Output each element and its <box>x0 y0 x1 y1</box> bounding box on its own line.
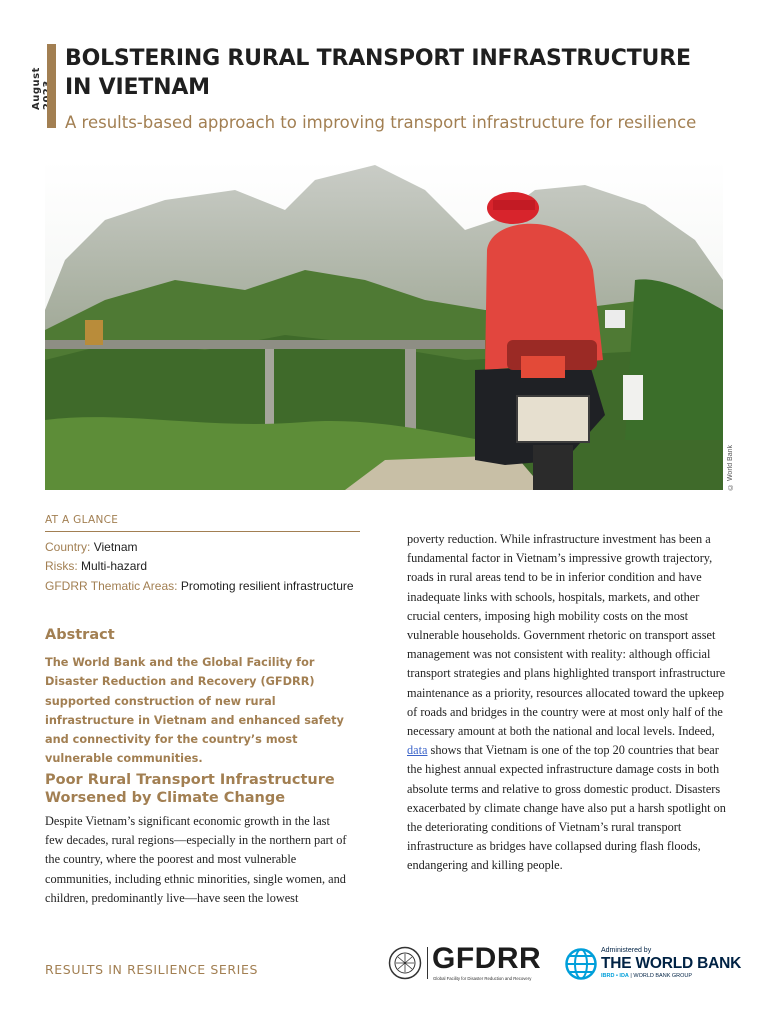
gfdrr-wordmark: GFDRR <box>432 942 542 975</box>
wb-subline <box>601 973 692 979</box>
gfdrr-logo <box>388 944 548 984</box>
wb-sub-ibrd: IBRD • IDA <box>601 973 629 979</box>
abstract-heading: Abstract <box>45 627 115 643</box>
world-bank-globe-icon <box>565 947 597 981</box>
glance-risks <box>45 559 147 573</box>
wb-administered-by: Administered by <box>601 947 652 954</box>
page-subtitle: A results-based approach to improving transport infrastructure for resilience <box>65 113 697 132</box>
glance-areas-label: GFDRR Thematic Areas: <box>45 579 178 593</box>
wb-name: THE WORLD BANK <box>601 955 742 972</box>
glance-country-label: Country: <box>45 540 91 554</box>
series-label: RESULTS IN RESILIENCE SERIES <box>45 962 259 977</box>
body-text-right-part2: shows that Vietnam is one of the top 20 countries that bear the highest annual expected infrastructure damage costs in both absolute terms and relative to gross domestic product. Disasters exacerbated by climate change have also put a harsh spotlight on the deteriorating conditions of Vietnam’s rural transport infrastructure as bridges have collapsed during flash floods, endangering and killing people. <box>407 743 726 873</box>
section-heading: Poor Rural Transport Infrastructure Worsened by Climate Change <box>45 772 335 806</box>
gfdrr-emblem-icon <box>388 946 422 980</box>
gfdrr-tagline: Global Facility for Disaster Reduction and Recovery <box>433 976 532 981</box>
title-line-2: IN VIETNAM <box>65 75 210 100</box>
at-a-glance-heading: AT A GLANCE <box>45 514 360 532</box>
abstract-text: The World Bank and the Global Facility for Disaster Reduction and Recovery (GFDRR) supported construction of new rural infrastructure in Vietnam and enhanced safety and connectivity for the country’s most vulnerable communities. <box>45 656 344 766</box>
wb-sub-group: | WORLD BANK GROUP <box>628 973 693 979</box>
data-link[interactable]: data <box>407 743 428 758</box>
gfdrr-divider <box>427 947 428 979</box>
title-accent-bar <box>47 44 56 128</box>
glance-risks-label: Risks: <box>45 559 78 573</box>
motorbike-mountain-photo <box>45 160 723 490</box>
page-title <box>65 44 745 102</box>
body-text-right <box>407 530 727 876</box>
glance-areas-value: Promoting resilient infrastructure <box>180 579 354 593</box>
title-line-1: BOLSTERING RURAL TRANSPORT INFRASTRUCTURE <box>65 46 691 71</box>
cover-photo <box>45 160 723 490</box>
glance-risks-value: Multi-hazard <box>81 559 148 573</box>
world-bank-logo <box>565 945 740 985</box>
body-text-right-part1: poverty reduction. While infrastructure investment has been a fundamental factor in Vietnam’s impressive growth trajectory, roads in rural areas tend to be in inferior condition and have inadequate links with schools, hospitals, markets, and other crucial centers, imposing high mobility costs on the most vulnerable households. Government rhetoric on transport asset management was not consistent with reality: although official transport strategies and plans highlighted transport infrastructure maintenance as a priority, resources allocated toward the upkeep of roads and bridges in the country were at most only half of the necessary amount at both the national and local levels. Indeed, <box>407 532 726 739</box>
publication-date: August <box>31 67 42 110</box>
photo-credit: © World Bank <box>727 445 734 490</box>
glance-country-value: Vietnam <box>93 540 138 554</box>
glance-thematic-areas <box>45 579 354 593</box>
glance-country <box>45 540 138 554</box>
body-text-left: Despite Vietnam’s significant economic growth in the last few decades, rural regions—especially in the northern part of the country, where the poorest and most vulnerable communities, including ethnic minorities, single women, and children, predominantly live—have seen the lowest <box>45 814 347 905</box>
